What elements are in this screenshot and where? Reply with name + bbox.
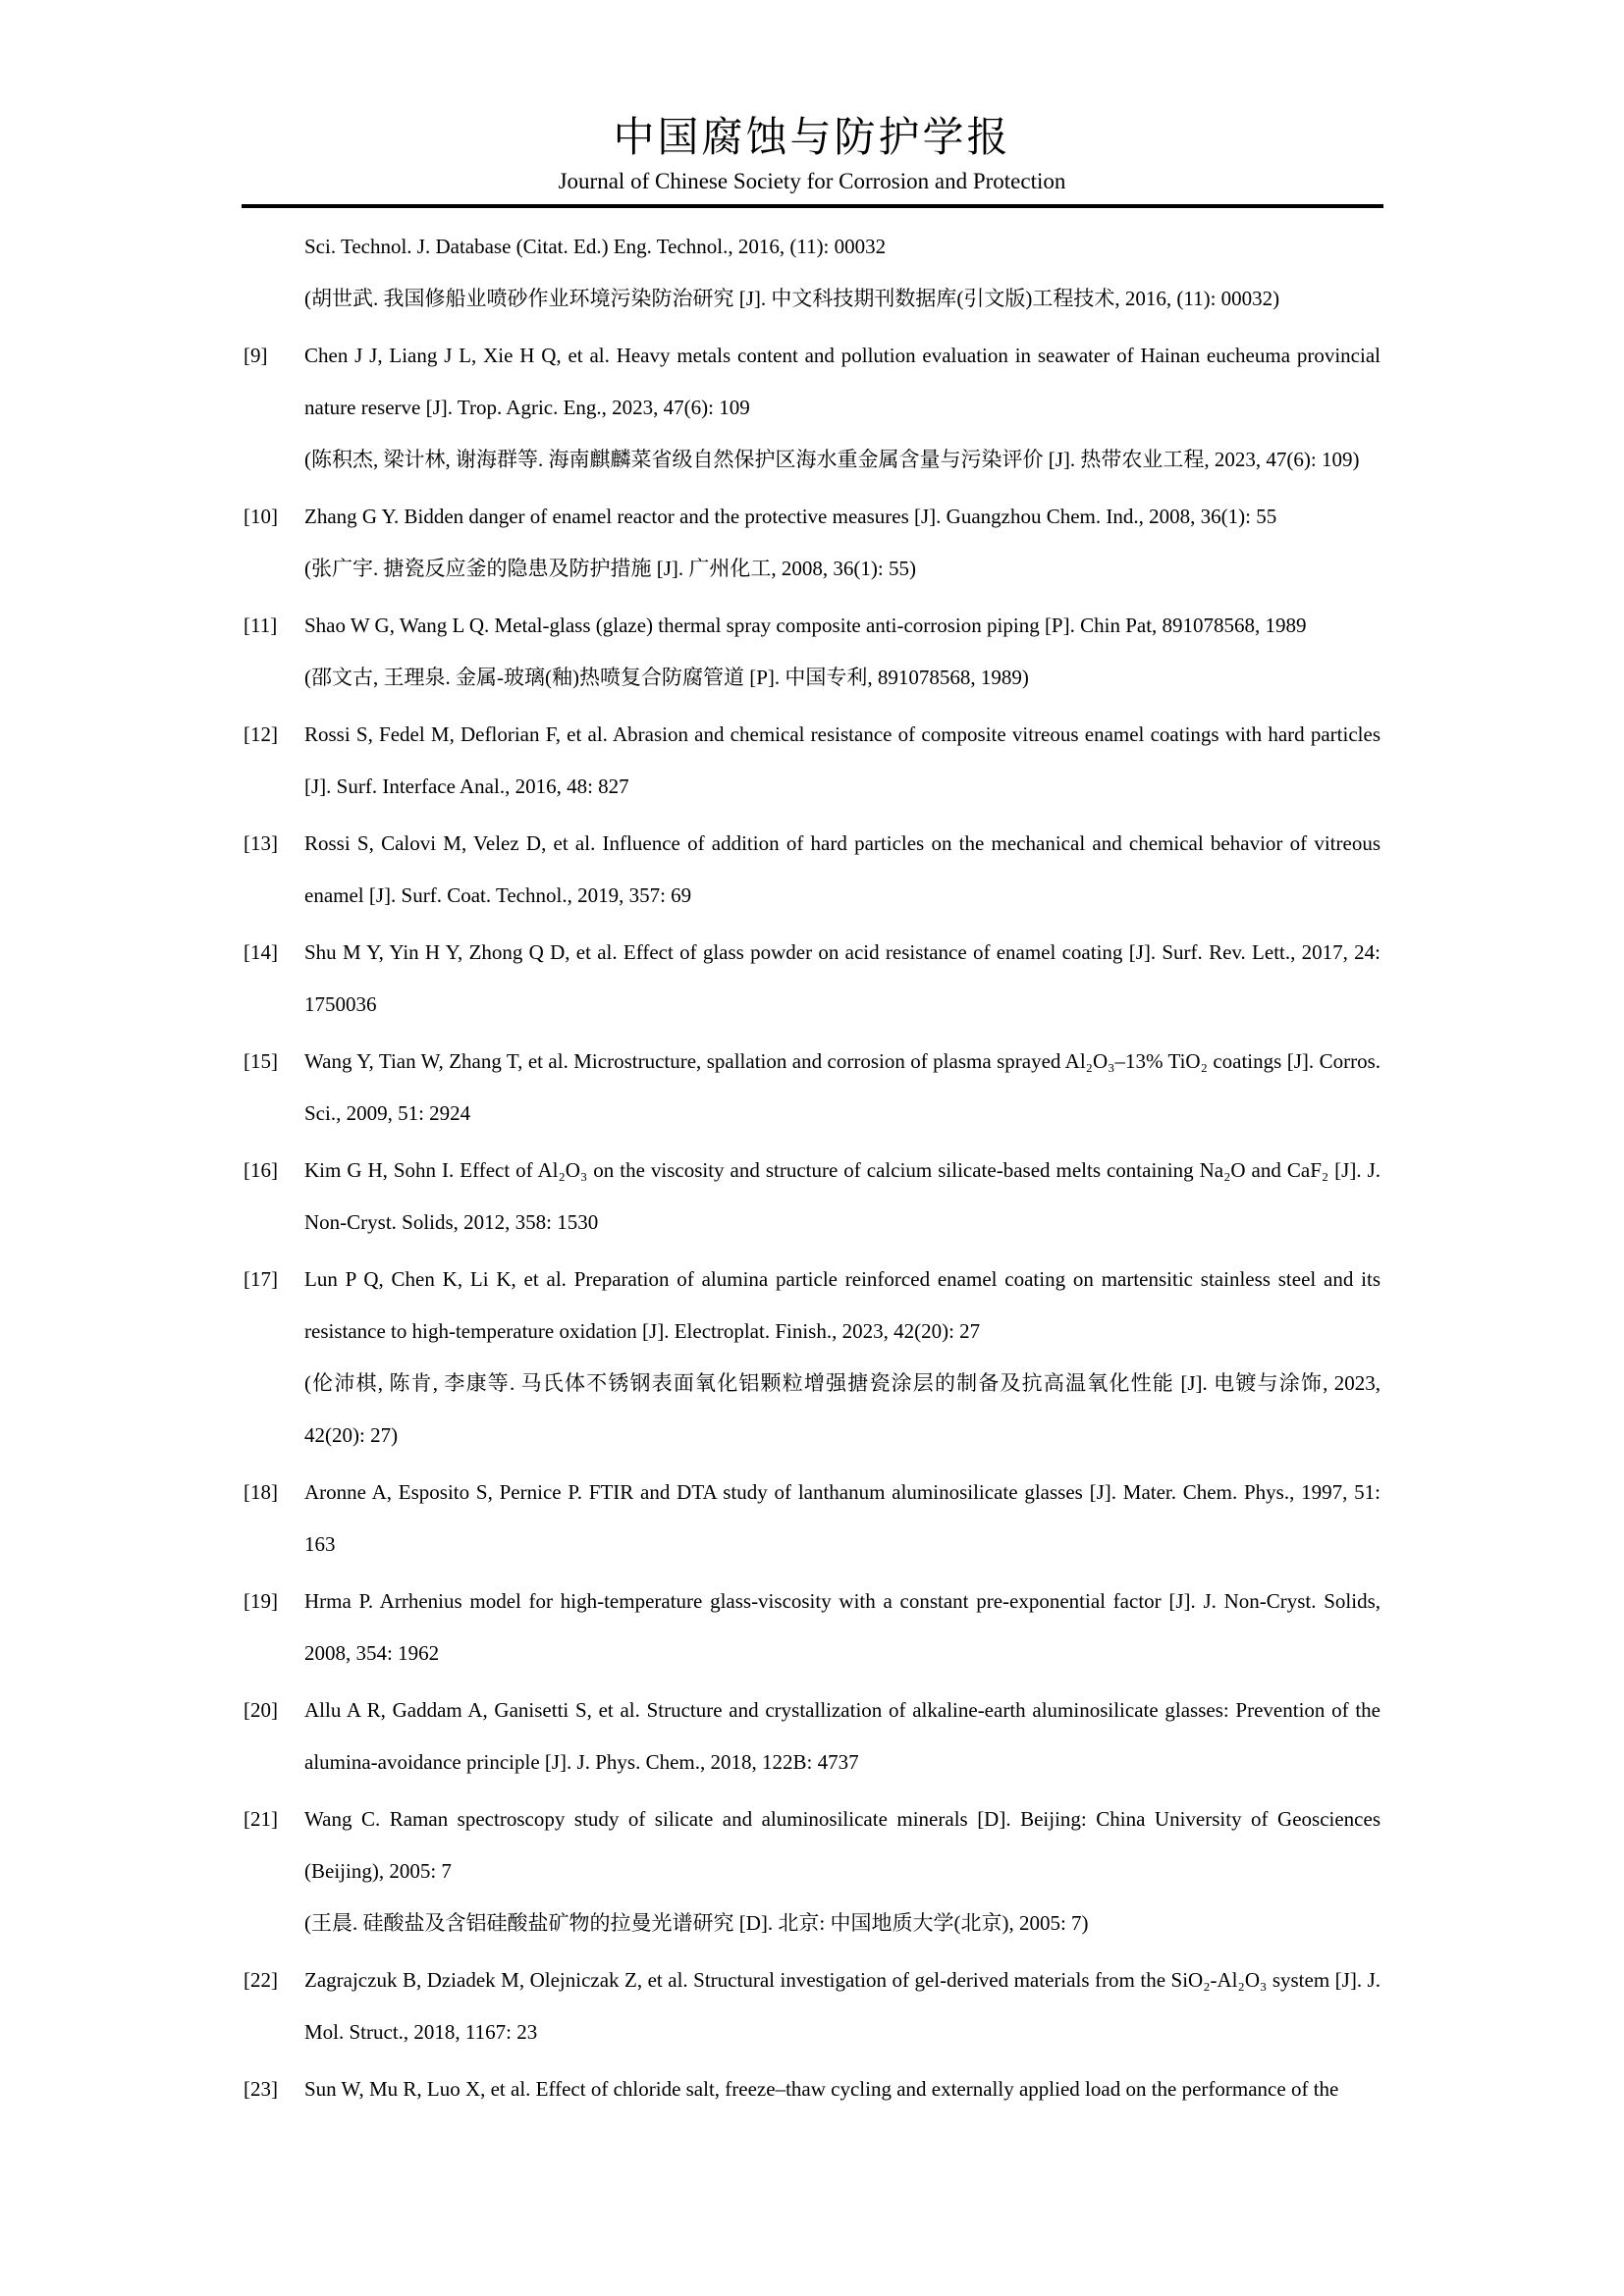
reference-entry bbox=[244, 927, 1380, 1031]
reference-entry bbox=[244, 600, 1380, 704]
reference-text-en: Wang Y, Tian W, Zhang T, et al. Microstructure, spallation and corrosion of plasma sprayed Al₂O₃–13% TiO₂ coatings [J]. Corros. Sci., 2009, 51: 2924 bbox=[304, 1049, 1380, 1125]
reference-entry bbox=[244, 1575, 1380, 1680]
reference-entry bbox=[244, 1254, 1380, 1462]
reference-entry bbox=[244, 818, 1380, 922]
reference-text-en: Kim G H, Sohn I. Effect of Al₂O₃ on the viscosity and structure of calcium silicate-based melts containing Na₂O and CaF₂ [J]. J. Non-Cryst. Solids, 2012, 358: 1530 bbox=[304, 1158, 1380, 1234]
reference-number: [12] bbox=[244, 722, 278, 746]
reference-entry bbox=[244, 1793, 1380, 1949]
reference-number: [22] bbox=[244, 1968, 278, 1992]
reference-number: [15] bbox=[244, 1049, 278, 1073]
reference-entry bbox=[244, 1467, 1380, 1571]
reference-text-zh: (伦沛棋, 陈肯, 李康等. 马氏体不锈钢表面氧化铝颗粒增强搪瓷涂层的制备及抗高温氧化性能 [J]. 电镀与涂饰, 2023, 42(20): 27) bbox=[304, 1371, 1380, 1447]
reference-text-en: Wang C. Raman spectroscopy study of silicate and aluminosilicate minerals [D]. Beijing: China University of Geosciences (Beijing), 2005: 7 bbox=[304, 1807, 1380, 1883]
reference-text-en: Zagrajczuk B, Dziadek M, Olejniczak Z, et al. Structural investigation of gel-derived materials from the SiO₂-Al₂O₃ system [J]. J. Mol. Struct., 2018, 1167: 23 bbox=[304, 1968, 1380, 2044]
reference-number: [23] bbox=[244, 2077, 278, 2101]
reference-text-en: Rossi S, Fedel M, Deflorian F, et al. Abrasion and chemical resistance of composite vitreous enamel coatings with hard particles [J]. Surf. Interface Anal., 2016, 48: 827 bbox=[304, 722, 1380, 798]
reference-number: [20] bbox=[244, 1698, 278, 1722]
reference-entry bbox=[244, 1036, 1380, 1140]
reference-number: [18] bbox=[244, 1480, 278, 1504]
reference-number: [16] bbox=[244, 1158, 278, 1182]
reference-entry bbox=[244, 221, 1380, 325]
reference-text-zh: (邵文古, 王理泉. 金属-玻璃(釉)热喷复合防腐管道 [P]. 中国专利, 891078568, 1989) bbox=[304, 666, 1029, 689]
reference-text-en: Allu A R, Gaddam A, Ganisetti S, et al. Structure and crystallization of alkaline-earth aluminosilicate glasses: Prevention of the alumina-avoidance principle [J]. J. Phys. Chem., 2018, 122B: 4737 bbox=[304, 1698, 1380, 1774]
reference-text-en: Aronne A, Esposito S, Pernice P. FTIR and DTA study of lanthanum aluminosilicate glasses [J]. Mater. Chem. Phys., 1997, 51: 163 bbox=[304, 1480, 1380, 1556]
reference-number: [14] bbox=[244, 940, 278, 964]
reference-entry bbox=[244, 491, 1380, 595]
reference-text-en: Hrma P. Arrhenius model for high-temperature glass-viscosity with a constant pre-exponential factor [J]. J. Non-Cryst. Solids, 2008, 354: 1962 bbox=[304, 1589, 1380, 1665]
reference-entry bbox=[244, 2063, 1380, 2115]
journal-subtitle: Journal of Chinese Society for Corrosion and Protection bbox=[558, 169, 1066, 193]
reference-text-zh: (张广宇. 搪瓷反应釜的隐患及防护措施 [J]. 广州化工, 2008, 36(1): 55) bbox=[304, 557, 916, 580]
page-title: 中国腐蚀与防护学报 bbox=[613, 116, 1011, 161]
reference-number: [11] bbox=[244, 614, 278, 637]
reference-text-zh: (胡世武. 我国修船业喷砂作业环境污染防治研究 [J]. 中文科技期刊数据库(引文版)工程技术, 2016, (11): 00032) bbox=[304, 287, 1280, 310]
reference-text-en: Rossi S, Calovi M, Velez D, et al. Influence of addition of hard particles on the mechanical and chemical behavior of vitreous enamel [J]. Surf. Coat. Technol., 2019, 357: 69 bbox=[304, 831, 1380, 907]
reference-number: [17] bbox=[244, 1267, 278, 1291]
reference-text-en: Zhang G Y. Bidden danger of enamel reactor and the protective measures [J]. Guangzhou Chem. Ind., 2008, 36(1): 55 bbox=[304, 505, 1277, 528]
reference-entry bbox=[244, 330, 1380, 486]
reference-text-zh: (王晨. 硅酸盐及含铝硅酸盐矿物的拉曼光谱研究 [D]. 北京: 中国地质大学(北京), 2005: 7) bbox=[304, 1911, 1089, 1935]
reference-number: [21] bbox=[244, 1807, 278, 1831]
reference-entry bbox=[244, 1145, 1380, 1249]
reference-number: [9] bbox=[244, 344, 268, 367]
reference-number: [10] bbox=[244, 505, 278, 528]
reference-entry bbox=[244, 709, 1380, 813]
reference-text-en: Lun P Q, Chen K, Li K, et al. Preparation of alumina particle reinforced enamel coating on martensitic stainless steel and its resistance to high-temperature oxidation [J]. Electroplat. Finish., 2023, 42(20): 27 bbox=[304, 1267, 1380, 1343]
reference-text-en: Chen J J, Liang J L, Xie H Q, et al. Heavy metals content and pollution evaluation in seawater of Hainan eucheuma provincial nature reserve [J]. Trop. Agric. Eng., 2023, 47(6): 109 bbox=[304, 344, 1380, 419]
header-rule bbox=[242, 204, 1383, 208]
reference-text-en: Sun W, Mu R, Luo X, et al. Effect of chloride salt, freeze–thaw cycling and externally applied load on the performance of the bbox=[304, 2077, 1339, 2101]
reference-entry bbox=[244, 1954, 1380, 2058]
reference-text-en: Shao W G, Wang L Q. Metal-glass (glaze) thermal spray composite anti-corrosion piping [P]. Chin Pat, 891078568, 1989 bbox=[304, 614, 1307, 637]
references-list bbox=[244, 221, 1380, 2115]
reference-number: [13] bbox=[244, 831, 278, 855]
reference-text-zh: (陈积杰, 梁计林, 谢海群等. 海南麒麟菜省级自然保护区海水重金属含量与污染评价 [J]. 热带农业工程, 2023, 47(6): 109) bbox=[304, 448, 1360, 471]
reference-number: [19] bbox=[244, 1589, 278, 1613]
journal-header bbox=[0, 0, 1624, 208]
reference-text-en: Sci. Technol. J. Database (Citat. Ed.) Eng. Technol., 2016, (11): 00032 bbox=[304, 235, 887, 258]
reference-entry bbox=[244, 1684, 1380, 1789]
reference-text-en: Shu M Y, Yin H Y, Zhong Q D, et al. Effect of glass powder on acid resistance of enamel coating [J]. Surf. Rev. Lett., 2017, 24: 1750036 bbox=[304, 940, 1380, 1016]
